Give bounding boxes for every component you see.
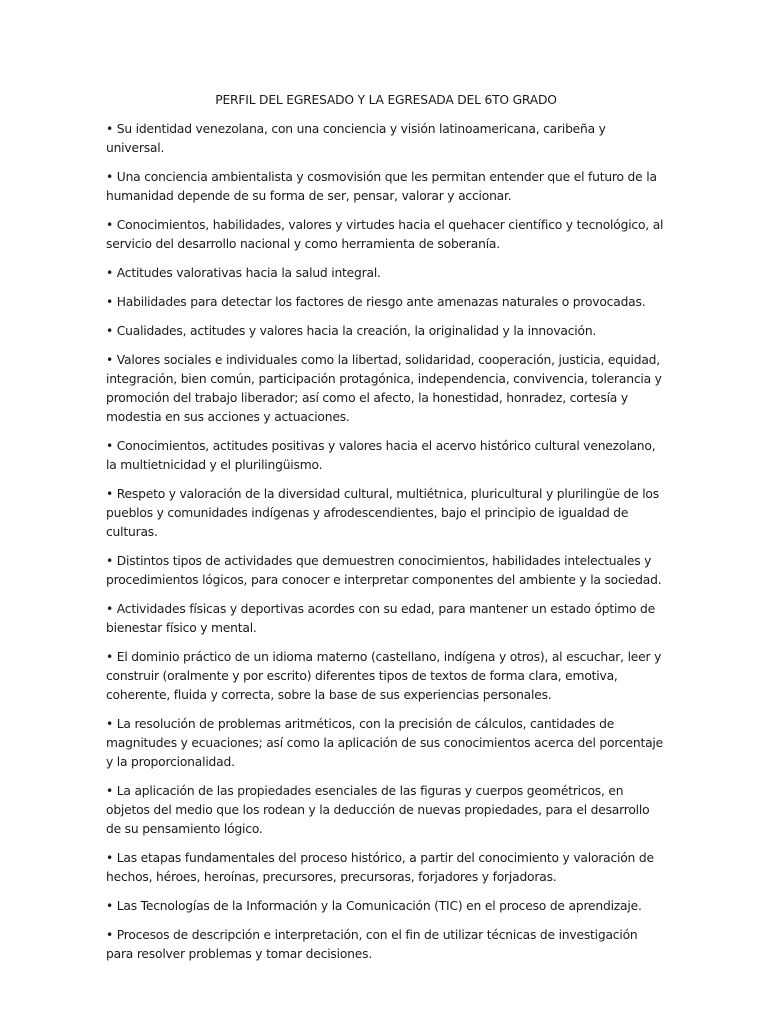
profile-item: • Habilidades para detectar los factores de riesgo ante amenazas naturales o provocadas. [106,295,646,309]
profile-item: • Procesos de descripción e interpretación, con el fin de utilizar técnicas de investigación para resolver problemas y tomar decisiones. [106,928,638,961]
profile-item: • Distintos tipos de actividades que demuestren conocimientos, habilidades intelectuales y procedimientos lógicos, para conocer e interpretar componentes del ambiente y la sociedad. [106,554,662,587]
profile-item: • Las Tecnologías de la Información y la Comunicación (TIC) en el proceso de aprendizaje. [106,899,642,913]
profile-item: • Actividades físicas y deportivas acordes con su edad, para mantener un estado óptimo de bienestar físico y mental. [106,602,656,635]
profile-item: • El dominio práctico de un idioma materno (castellano, indígena y otros), al escuchar, leer y construir (oralmente y por escrito) diferentes tipos de textos de forma clara, emotiva, coherente, fluida y correcta, sobre la base de sus experiencias personales. [106,650,662,702]
profile-item: • Conocimientos, actitudes positivas y valores hacia el acervo histórico cultural venezolano, la multietnicidad y el plurilingüismo. [106,439,656,472]
profile-item: • Valores sociales e individuales como la libertad, solidaridad, cooperación, justicia, equidad, integración, bien común, participación protagónica, independencia, convivencia, tolerancia y promoción del trabajo liberador; así como el afecto, la honestidad, honradez, cortesía y modestia en sus acciones y actuaciones. [106,353,662,424]
profile-item: • Respeto y valoración de la diversidad cultural, multiétnica, pluricultural y plurilingüe de los pueblos y comunidades indígenas y afrodescendientes, bajo el principio de igualdad de culturas. [106,487,659,539]
profile-item: • Su identidad venezolana, con una conciencia y visión latinoamericana, caribeña y universal. [106,122,606,155]
profile-item: • La aplicación de las propiedades esenciales de las figuras y cuerpos geométricos, en objetos del medio que los rodean y la deducción de nuevas propiedades, para el desarrollo de su pensamiento lógico. [106,784,650,836]
profile-item: • La resolución de problemas aritméticos, con la precisión de cálculos, cantidades de magnitudes y ecuaciones; así como la aplicación de sus conocimientos acerca del porcentaje y la proporcionalidad. [106,717,663,769]
profile-item: • Actitudes valorativas hacia la salud integral. [106,266,381,280]
document-body [106,91,666,974]
profile-item: • Cualidades, actitudes y valores hacia la creación, la originalidad y la innovación. [106,324,597,338]
document-title: PERFIL DEL EGRESADO Y LA EGRESADA DEL 6TO GRADO [215,93,557,107]
profile-item: • Las etapas fundamentales del proceso histórico, a partir del conocimiento y valoración de hechos, héroes, heroínas, precursores, precursoras, forjadores y forjadoras. [106,851,654,884]
profile-item: • Conocimientos, habilidades, valores y virtudes hacia el quehacer científico y tecnológico, al servicio del desarrollo nacional y como herramienta de soberanía. [106,218,664,251]
profile-item: • Una conciencia ambientalista y cosmovisión que les permitan entender que el futuro de la humanidad depende de su forma de ser, pensar, valorar y accionar. [106,170,657,203]
